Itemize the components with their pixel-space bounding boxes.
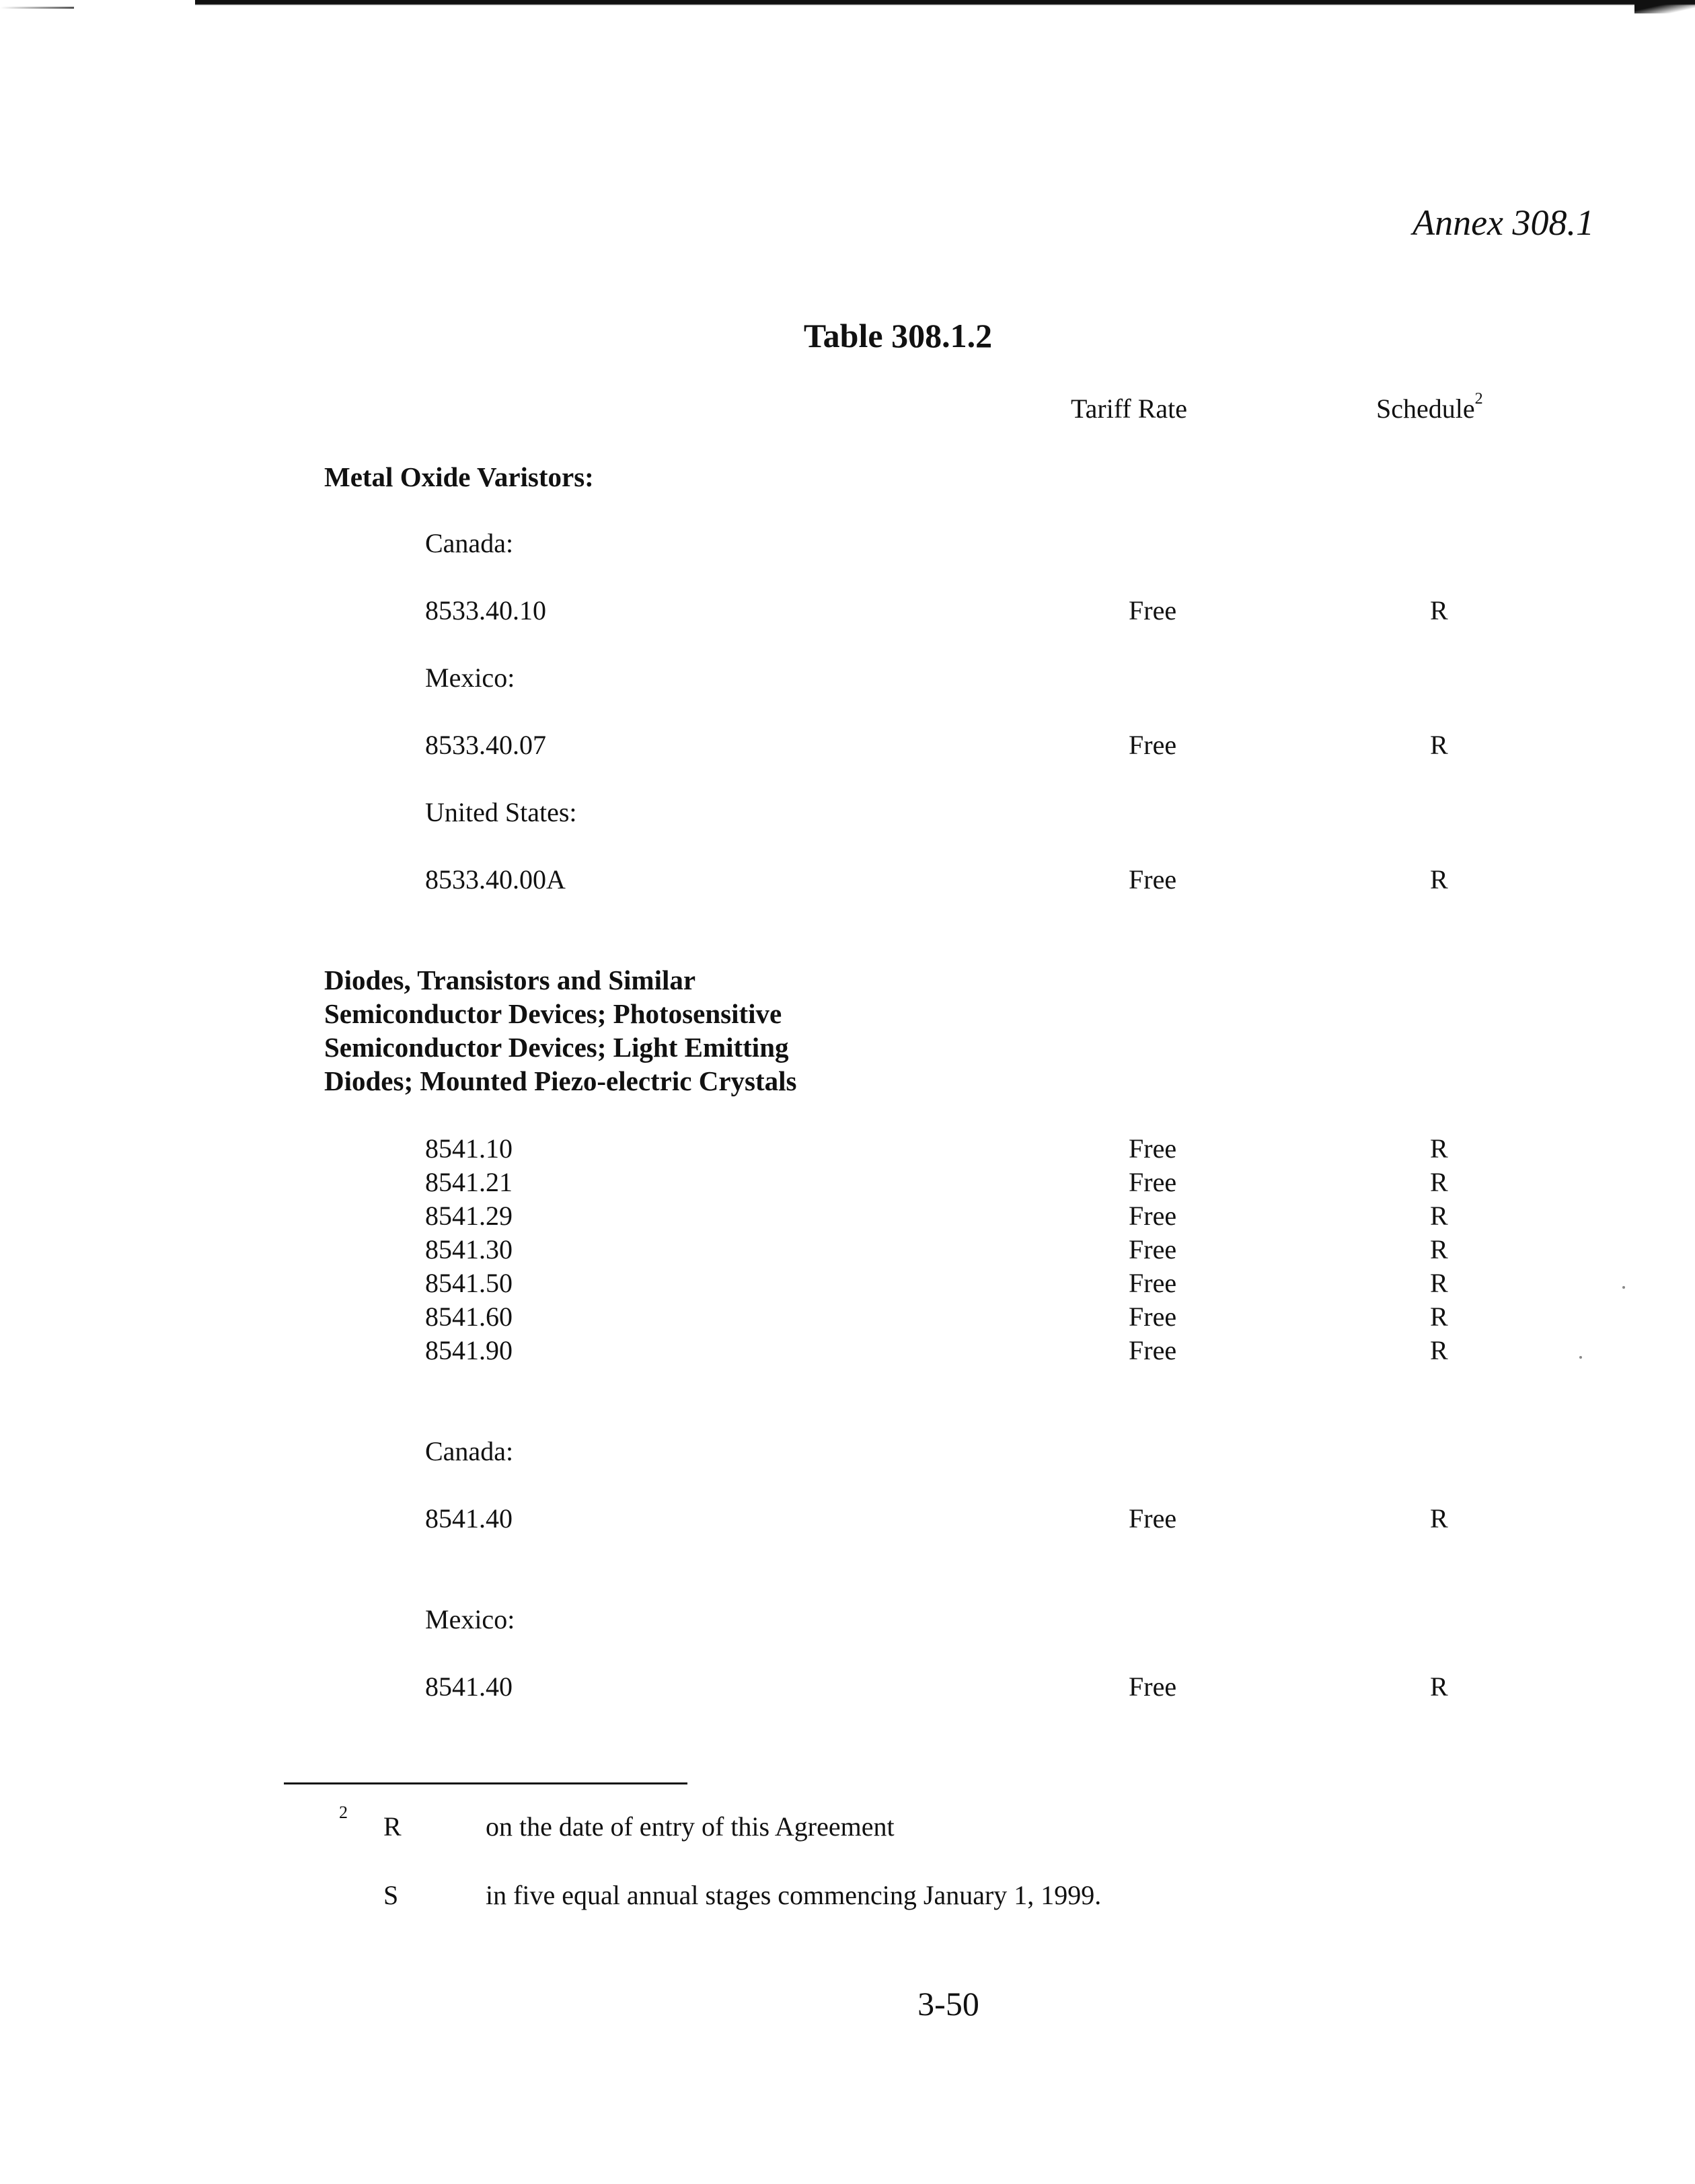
tariff-code: 8533.40.00A bbox=[425, 864, 566, 895]
schedule-value: R bbox=[1430, 1133, 1448, 1164]
schedule-label: Schedule bbox=[1376, 393, 1475, 424]
tariff-rate: Free bbox=[1129, 1335, 1177, 1365]
footnote-key: R bbox=[383, 1811, 402, 1842]
scan-corner-mark bbox=[1634, 0, 1695, 13]
tariff-code: 8541.30 bbox=[425, 1234, 513, 1265]
country-label: Canada: bbox=[425, 1436, 514, 1466]
page-number: 3-50 bbox=[917, 1985, 979, 2023]
section-heading-line: Diodes; Mounted Piezo-electric Crystals bbox=[324, 1065, 797, 1096]
section-heading-line: Diodes, Transistors and Similar bbox=[324, 965, 696, 995]
tariff-rate: Free bbox=[1129, 730, 1177, 760]
country-label: Canada: bbox=[425, 528, 514, 558]
section-heading bbox=[324, 963, 797, 1098]
schedule-value: R bbox=[1430, 595, 1448, 626]
country-label: Mexico: bbox=[425, 663, 515, 693]
tariff-rate: Free bbox=[1129, 1302, 1177, 1332]
schedule-value: R bbox=[1430, 1201, 1448, 1231]
tariff-code: 8533.40.07 bbox=[425, 730, 546, 760]
scan-left-mark bbox=[0, 7, 74, 9]
schedule-value: R bbox=[1430, 864, 1448, 895]
column-header-tariff-rate: Tariff Rate bbox=[1071, 393, 1188, 424]
tariff-rate: Free bbox=[1129, 1268, 1177, 1298]
footnote-text: on the date of entry of this Agreement bbox=[486, 1811, 895, 1842]
annex-label: Annex 308.1 bbox=[1412, 202, 1594, 243]
scan-top-edge bbox=[195, 0, 1695, 5]
schedule-value: R bbox=[1430, 1302, 1448, 1332]
country-label: United States: bbox=[425, 797, 577, 827]
schedule-value: R bbox=[1430, 1335, 1448, 1365]
tariff-code: 8541.60 bbox=[425, 1302, 513, 1332]
schedule-value: R bbox=[1430, 1167, 1448, 1197]
tariff-code: 8541.40 bbox=[425, 1503, 513, 1534]
footnote-marker: 2 bbox=[339, 1803, 348, 1822]
scan-speck bbox=[1579, 1356, 1582, 1359]
tariff-rate: Free bbox=[1129, 1671, 1177, 1702]
tariff-code: 8541.40 bbox=[425, 1671, 513, 1702]
section-heading-line: Semiconductor Devices; Light Emitting bbox=[324, 1032, 789, 1063]
tariff-rate: Free bbox=[1129, 595, 1177, 626]
section-heading: Metal Oxide Varistors: bbox=[324, 461, 594, 492]
schedule-value: R bbox=[1430, 1503, 1448, 1534]
tariff-code: 8541.90 bbox=[425, 1335, 513, 1365]
tariff-rate: Free bbox=[1129, 1234, 1177, 1265]
schedule-value: R bbox=[1430, 730, 1448, 760]
tariff-rate: Free bbox=[1129, 864, 1177, 895]
footnote-text: in five equal annual stages commencing January 1, 1999. bbox=[486, 1880, 1102, 1910]
tariff-code: 8541.50 bbox=[425, 1268, 513, 1298]
column-header-schedule bbox=[1376, 390, 1483, 424]
tariff-rate: Free bbox=[1129, 1167, 1177, 1197]
country-label: Mexico: bbox=[425, 1604, 515, 1634]
scan-speck bbox=[1622, 1286, 1625, 1289]
tariff-rate: Free bbox=[1129, 1503, 1177, 1534]
tariff-code: 8541.29 bbox=[425, 1201, 513, 1231]
schedule-value: R bbox=[1430, 1234, 1448, 1265]
section-heading-line: Semiconductor Devices; Photosensitive bbox=[324, 998, 782, 1029]
tariff-code: 8541.10 bbox=[425, 1133, 513, 1164]
footnote-key: S bbox=[383, 1880, 399, 1910]
schedule-value: R bbox=[1430, 1671, 1448, 1702]
table-title: Table 308.1.2 bbox=[803, 317, 993, 354]
footnote-divider bbox=[284, 1782, 687, 1784]
tariff-rate: Free bbox=[1129, 1201, 1177, 1231]
tariff-code: 8541.21 bbox=[425, 1167, 513, 1197]
tariff-code: 8533.40.10 bbox=[425, 595, 546, 626]
schedule-value: R bbox=[1430, 1268, 1448, 1298]
tariff-rate: Free bbox=[1129, 1133, 1177, 1164]
footnote-ref: 2 bbox=[1474, 390, 1483, 408]
